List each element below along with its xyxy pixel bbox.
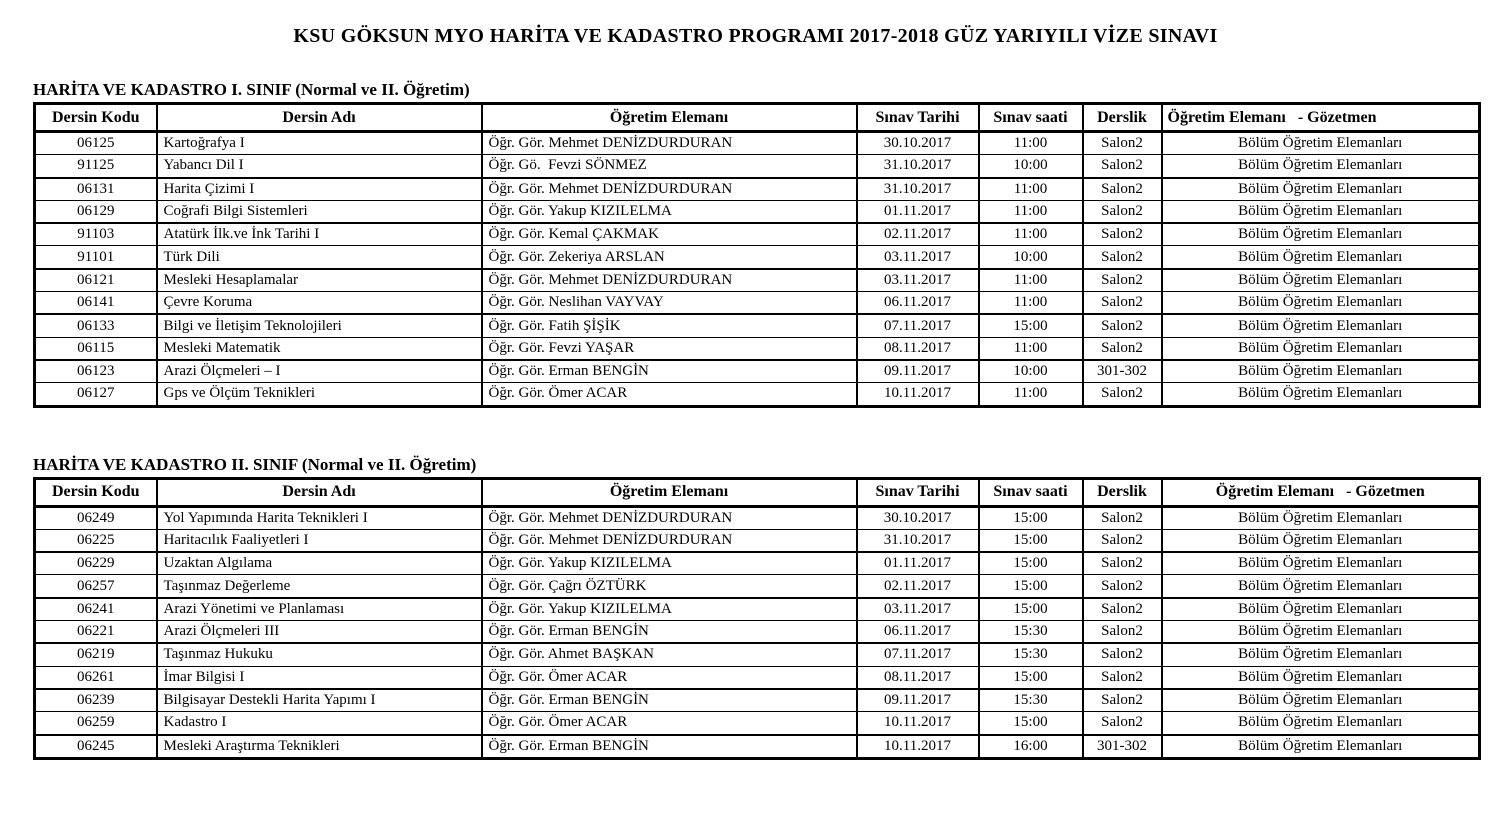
table-row [35,575,1480,598]
cell-course-code: 06245 [35,735,157,759]
cell-exam-date: 01.11.2017 [857,552,979,575]
cell-exam-time: 10:00 [979,155,1083,178]
cell-instructor: Öğr. Gör. Mehmet DENİZDURDURAN [482,178,857,201]
cell-exam-time: 11:00 [979,178,1083,201]
cell-exam-date: 08.11.2017 [857,337,979,360]
cell-instructor: Öğr. Gör. Mehmet DENİZDURDURAN [482,269,857,292]
cell-exam-time: 15:30 [979,621,1083,644]
cell-instructor: Öğr. Gör. Çağrı ÖZTÜRK [482,575,857,598]
cell-proctor: Bölüm Öğretim Elemanları [1162,712,1480,735]
cell-course-name: Taşınmaz Değerleme [157,575,482,598]
table-row [35,360,1480,383]
cell-proctor: Bölüm Öğretim Elemanları [1162,337,1480,360]
cell-course-code: 06141 [35,292,157,315]
cell-proctor: Bölüm Öğretim Elemanları [1162,178,1480,201]
cell-course-code: 06257 [35,575,157,598]
cell-exam-time: 11:00 [979,269,1083,292]
column-header-course-name: Dersin Adı [157,478,482,506]
cell-proctor: Bölüm Öğretim Elemanları [1162,246,1480,269]
cell-room: Salon2 [1083,337,1162,360]
cell-room: Salon2 [1083,200,1162,223]
column-header-course-name: Dersin Adı [157,104,482,132]
cell-exam-date: 01.11.2017 [857,200,979,223]
cell-course-name: Yabancı Dil I [157,155,482,178]
cell-instructor: Öğr. Gör. Mehmet DENİZDURDURAN [482,529,857,552]
cell-room: Salon2 [1083,314,1162,337]
cell-exam-date: 30.10.2017 [857,132,979,155]
cell-exam-date: 02.11.2017 [857,575,979,598]
cell-course-name: Arazi Ölçmeleri – I [157,360,482,383]
cell-exam-date: 06.11.2017 [857,292,979,315]
cell-exam-date: 10.11.2017 [857,712,979,735]
table-row [35,223,1480,246]
table-row [35,337,1480,360]
cell-room: Salon2 [1083,575,1162,598]
table-body [35,506,1480,758]
column-header-exam-time: Sınav saati [979,478,1083,506]
cell-proctor: Bölüm Öğretim Elemanları [1162,292,1480,315]
cell-course-code: 06219 [35,643,157,666]
cell-proctor: Bölüm Öğretim Elemanları [1162,132,1480,155]
cell-exam-date: 02.11.2017 [857,223,979,246]
cell-course-name: Atatürk İlk.ve İnk Tarihi I [157,223,482,246]
table-row [35,506,1480,529]
table-row [35,689,1480,712]
cell-instructor: Öğr. Gör. Erman BENGİN [482,360,857,383]
column-header-instructor: Öğretim Elemanı [482,478,857,506]
cell-room: Salon2 [1083,621,1162,644]
cell-room: Salon2 [1083,178,1162,201]
cell-proctor: Bölüm Öğretim Elemanları [1162,552,1480,575]
cell-room: Salon2 [1083,383,1162,406]
cell-course-name: Arazi Yönetimi ve Planlaması [157,598,482,621]
cell-room: Salon2 [1083,132,1162,155]
table-row [35,200,1480,223]
cell-instructor: Öğr. Gör. Yakup KIZILELMA [482,598,857,621]
cell-instructor: Öğr. Gör. Ömer ACAR [482,666,857,689]
table-body [35,132,1480,407]
cell-exam-time: 15:30 [979,643,1083,666]
cell-exam-time: 15:30 [979,689,1083,712]
table-row [35,383,1480,406]
cell-exam-date: 07.11.2017 [857,643,979,666]
cell-course-name: Gps ve Ölçüm Teknikleri [157,383,482,406]
cell-exam-date: 08.11.2017 [857,666,979,689]
cell-course-name: Mesleki Hesaplamalar [157,269,482,292]
cell-exam-time: 15:00 [979,552,1083,575]
table-header [35,478,1480,506]
table-row [35,712,1480,735]
cell-exam-time: 11:00 [979,337,1083,360]
cell-proctor: Bölüm Öğretim Elemanları [1162,506,1480,529]
cell-exam-time: 15:00 [979,529,1083,552]
cell-course-code: 91101 [35,246,157,269]
cell-course-code: 06127 [35,383,157,406]
cell-exam-time: 15:00 [979,506,1083,529]
cell-course-name: İmar Bilgisi I [157,666,482,689]
cell-exam-date: 10.11.2017 [857,735,979,759]
cell-proctor: Bölüm Öğretim Elemanları [1162,575,1480,598]
cell-proctor: Bölüm Öğretim Elemanları [1162,621,1480,644]
cell-exam-date: 03.11.2017 [857,269,979,292]
cell-instructor: Öğr. Gör. Kemal ÇAKMAK [482,223,857,246]
cell-instructor: Öğr. Gör. Fatih ŞİŞİK [482,314,857,337]
cell-exam-date: 09.11.2017 [857,689,979,712]
cell-exam-time: 11:00 [979,383,1083,406]
cell-proctor: Bölüm Öğretim Elemanları [1162,383,1480,406]
column-header-exam-date: Sınav Tarihi [857,478,979,506]
cell-instructor: Öğr. Gör. Erman BENGİN [482,735,857,759]
cell-proctor: Bölüm Öğretim Elemanları [1162,200,1480,223]
table-row [35,598,1480,621]
cell-instructor: Öğr. Gör. Mehmet DENİZDURDURAN [482,132,857,155]
cell-room: Salon2 [1083,246,1162,269]
table-header-row [35,104,1480,132]
table-row [35,269,1480,292]
cell-instructor: Öğr. Gör. Ömer ACAR [482,712,857,735]
table-row [35,666,1480,689]
cell-room: Salon2 [1083,506,1162,529]
column-header-proctor: Öğretim Elemanı - Gözetmen [1162,478,1480,506]
cell-instructor: Öğr. Gö. Fevzi SÖNMEZ [482,155,857,178]
table-row [35,178,1480,201]
cell-exam-date: 30.10.2017 [857,506,979,529]
column-header-exam-date: Sınav Tarihi [857,104,979,132]
cell-exam-date: 10.11.2017 [857,383,979,406]
cell-instructor: Öğr. Gör. Mehmet DENİZDURDURAN [482,506,857,529]
cell-course-name: Bilgisayar Destekli Harita Yapımı I [157,689,482,712]
cell-exam-time: 15:00 [979,712,1083,735]
cell-proctor: Bölüm Öğretim Elemanları [1162,360,1480,383]
table-row [35,735,1480,759]
cell-exam-time: 10:00 [979,246,1083,269]
column-header-course-code: Dersin Kodu [35,478,157,506]
table-row [35,621,1480,644]
cell-instructor: Öğr. Gör. Zekeriya ARSLAN [482,246,857,269]
column-header-course-code: Dersin Kodu [35,104,157,132]
cell-course-code: 06249 [35,506,157,529]
cell-exam-date: 31.10.2017 [857,529,979,552]
section-first-class [33,79,1478,408]
column-header-room: Derslik [1083,104,1162,132]
cell-exam-time: 10:00 [979,360,1083,383]
cell-course-name: Bilgi ve İletişim Teknolojileri [157,314,482,337]
cell-course-code: 91103 [35,223,157,246]
section-heading-second-class: HARİTA VE KADASTRO II. SINIF (Normal ve II. Öğretim) [33,454,477,474]
cell-proctor: Bölüm Öğretim Elemanları [1162,529,1480,552]
cell-room: Salon2 [1083,529,1162,552]
cell-instructor: Öğr. Gör. Erman BENGİN [482,621,857,644]
cell-course-code: 06259 [35,712,157,735]
cell-proctor: Bölüm Öğretim Elemanları [1162,735,1480,759]
cell-exam-date: 07.11.2017 [857,314,979,337]
cell-instructor: Öğr. Gör. Ömer ACAR [482,383,857,406]
cell-proctor: Bölüm Öğretim Elemanları [1162,269,1480,292]
cell-course-name: Harita Çizimi I [157,178,482,201]
cell-course-name: Kadastro I [157,712,482,735]
cell-course-code: 06121 [35,269,157,292]
cell-course-code: 06241 [35,598,157,621]
table-row [35,529,1480,552]
cell-exam-time: 15:00 [979,598,1083,621]
cell-course-code: 06221 [35,621,157,644]
cell-instructor: Öğr. Gör. Fevzi YAŞAR [482,337,857,360]
cell-room: Salon2 [1083,712,1162,735]
cell-exam-time: 11:00 [979,200,1083,223]
cell-course-name: Arazi Ölçmeleri III [157,621,482,644]
cell-exam-date: 09.11.2017 [857,360,979,383]
cell-course-code: 06131 [35,178,157,201]
table-header-row [35,478,1480,506]
cell-exam-time: 11:00 [979,132,1083,155]
cell-proctor: Bölüm Öğretim Elemanları [1162,598,1480,621]
cell-room: Salon2 [1083,292,1162,315]
cell-course-code: 06239 [35,689,157,712]
cell-room: Salon2 [1083,689,1162,712]
cell-course-name: Çevre Koruma [157,292,482,315]
cell-room: Salon2 [1083,155,1162,178]
table-row [35,132,1480,155]
cell-course-code: 06229 [35,552,157,575]
cell-proctor: Bölüm Öğretim Elemanları [1162,155,1480,178]
table-row [35,314,1480,337]
cell-exam-date: 03.11.2017 [857,246,979,269]
cell-course-name: Taşınmaz Hukuku [157,643,482,666]
cell-room: Salon2 [1083,552,1162,575]
cell-room: Salon2 [1083,598,1162,621]
table-row [35,155,1480,178]
cell-instructor: Öğr. Gör. Yakup KIZILELMA [482,200,857,223]
table-row [35,246,1480,269]
cell-proctor: Bölüm Öğretim Elemanları [1162,666,1480,689]
cell-room: 301-302 [1083,360,1162,383]
cell-exam-date: 31.10.2017 [857,178,979,201]
cell-proctor: Bölüm Öğretim Elemanları [1162,689,1480,712]
cell-course-code: 06133 [35,314,157,337]
column-header-room: Derslik [1083,478,1162,506]
cell-course-code: 06125 [35,132,157,155]
cell-room: 301-302 [1083,735,1162,759]
table-row [35,292,1480,315]
cell-course-name: Coğrafi Bilgi Sistemleri [157,200,482,223]
cell-room: Salon2 [1083,643,1162,666]
column-header-exam-time: Sınav saati [979,104,1083,132]
cell-exam-time: 16:00 [979,735,1083,759]
cell-course-code: 06261 [35,666,157,689]
cell-room: Salon2 [1083,223,1162,246]
cell-course-code: 06129 [35,200,157,223]
cell-exam-time: 15:00 [979,666,1083,689]
cell-proctor: Bölüm Öğretim Elemanları [1162,223,1480,246]
cell-proctor: Bölüm Öğretim Elemanları [1162,643,1480,666]
cell-exam-date: 03.11.2017 [857,598,979,621]
cell-proctor: Bölüm Öğretim Elemanları [1162,314,1480,337]
cell-exam-date: 31.10.2017 [857,155,979,178]
cell-course-name: Haritacılık Faaliyetleri I [157,529,482,552]
cell-room: Salon2 [1083,666,1162,689]
cell-course-code: 06123 [35,360,157,383]
section-second-class [33,454,1478,760]
cell-course-name: Mesleki Araştırma Teknikleri [157,735,482,759]
cell-exam-time: 11:00 [979,223,1083,246]
table-header [35,104,1480,132]
cell-exam-time: 11:00 [979,292,1083,315]
table-row [35,552,1480,575]
cell-course-name: Türk Dili [157,246,482,269]
cell-course-code: 06115 [35,337,157,360]
table-row [35,643,1480,666]
column-header-proctor: Öğretim Elemanı - Gözetmen [1162,104,1480,132]
cell-course-code: 06225 [35,529,157,552]
cell-instructor: Öğr. Gör. Neslihan VAYVAY [482,292,857,315]
cell-instructor: Öğr. Gör. Erman BENGİN [482,689,857,712]
cell-exam-time: 15:00 [979,314,1083,337]
cell-instructor: Öğr. Gör. Ahmet BAŞKAN [482,643,857,666]
cell-room: Salon2 [1083,269,1162,292]
cell-course-code: 91125 [35,155,157,178]
cell-instructor: Öğr. Gör. Yakup KIZILELMA [482,552,857,575]
exam-schedule-table-first-class [33,102,1481,408]
section-heading-first-class: HARİTA VE KADASTRO I. SINIF (Normal ve II. Öğretim) [33,80,470,99]
document-title: KSU GÖKSUN MYO HARİTA VE KADASTRO PROGRAMI 2017-2018 GÜZ YARIYILI VİZE SINAVI [293,25,1218,47]
exam-schedule-table-second-class [33,477,1481,760]
cell-course-name: Kartoğrafya I [157,132,482,155]
cell-course-name: Mesleki Matematik [157,337,482,360]
cell-exam-date: 06.11.2017 [857,621,979,644]
column-header-instructor: Öğretim Elemanı [482,104,857,132]
cell-exam-time: 15:00 [979,575,1083,598]
cell-course-name: Uzaktan Algılama [157,552,482,575]
cell-course-name: Yol Yapımında Harita Teknikleri I [157,506,482,529]
